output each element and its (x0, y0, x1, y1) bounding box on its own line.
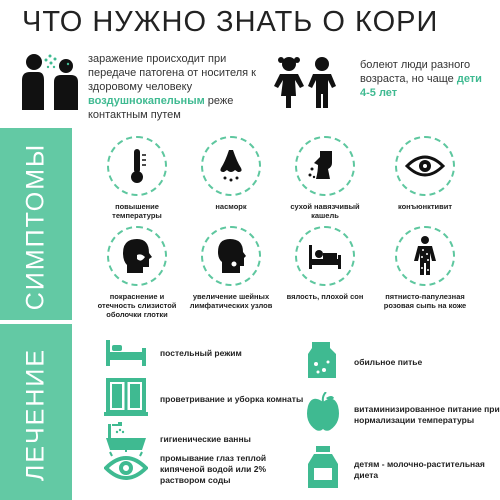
thermometer-icon (107, 136, 167, 196)
treatment-item-baths: гигиенические ванны (104, 420, 304, 459)
transmission-highlight: воздушнокапельным (88, 95, 205, 107)
age-highlight: дети 4-5 лет (360, 73, 482, 99)
rash-body-icon (395, 226, 455, 286)
children-icon (272, 54, 340, 115)
drink-icon (304, 338, 342, 387)
bed-icon (104, 334, 148, 373)
treatment-item-ventilation: проветривание и уборка комнаты (104, 378, 304, 421)
symptom-fever: повышение температуры (90, 136, 184, 220)
milk-icon (304, 444, 342, 495)
runny-nose-icon (201, 136, 261, 196)
treatment-label: ЛЕЧЕНИЕ (21, 347, 50, 482)
bed-sick-icon (295, 226, 355, 286)
transmission-text: заражение происходит при передаче патогена от носителя к здоровому человеку воздушнокапельным реже контактным путем (88, 53, 256, 121)
symptom-lymph: увеличение шейных лимфатических узлов (184, 226, 278, 310)
treatment-item-milk-diet: детям - молочно-растительная диета (304, 444, 500, 495)
neck-lymph-icon (201, 226, 261, 286)
symptoms-label: СИМПТОМЫ (21, 142, 50, 311)
symptom-conjunctivitis: конъюнктивит (378, 136, 472, 211)
treatment-item-drink: обильное питье (304, 338, 494, 387)
treatment-item-eye-wash: промывание глаз теплой кипяченой водой или 2% раствором соды (104, 450, 304, 489)
symptom-rash: пятнисто-папулезная розовая сыпь на коже (378, 226, 472, 310)
symptom-cough: сухой навязчивый кашель (278, 136, 372, 220)
symptom-runny-nose: насморк (184, 136, 278, 211)
treatment-item-bed-rest: постельный режим (104, 334, 304, 373)
apple-icon (304, 392, 342, 437)
sore-throat-icon (107, 226, 167, 286)
symptom-lethargy: вялость, плохой сон (278, 226, 372, 301)
symptom-throat: покраснение и отечность слизистой оболочки глотки (90, 226, 184, 319)
age-text: болеют люди разного возраста, но чаще дети 4-5 лет (360, 59, 482, 99)
page-title: ЧТО НУЖНО ЗНАТЬ О КОРИ (22, 6, 439, 38)
eye-wash-icon (104, 450, 148, 489)
treatment-item-vitamin-food: витаминизированное питание при нормализации температуры (304, 392, 500, 437)
eye-icon (395, 136, 455, 196)
window-icon (104, 378, 148, 421)
cough-icon (295, 136, 355, 196)
sneezing-people-icon (18, 50, 80, 117)
